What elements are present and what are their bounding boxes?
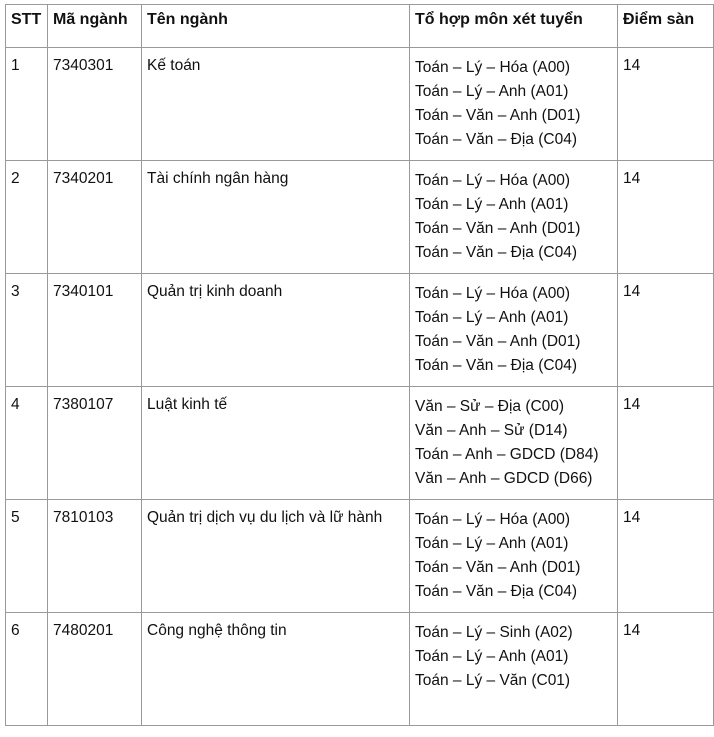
table-row: [6, 500, 714, 613]
table-row: [6, 387, 714, 500]
header-name: Tên ngành: [142, 5, 410, 48]
min-score: 14: [623, 509, 641, 526]
cell-code: [48, 387, 142, 500]
major-code: 7340201: [53, 170, 114, 187]
subject-combo: Toán – Văn – Địa (C04): [415, 357, 577, 374]
major-name: Quản trị dịch vụ du lịch và lữ hành: [147, 509, 383, 526]
major-code: 7340101: [53, 283, 114, 300]
header-code: Mã ngành: [48, 5, 142, 48]
stt-value: 6: [11, 622, 20, 639]
subject-combo: Toán – Lý – Anh (A01): [415, 309, 569, 326]
header-min-score: Điểm sàn: [618, 5, 714, 48]
cell-name: [142, 387, 410, 500]
stt-value: 5: [11, 509, 20, 526]
cell-combos: [410, 387, 618, 500]
min-score: 14: [623, 283, 641, 300]
cell-code: [48, 613, 142, 726]
subject-combo: Văn – Anh – GDCD (D66): [415, 470, 593, 487]
cell-code: [48, 161, 142, 274]
major-code: 7810103: [53, 509, 114, 526]
min-score: 14: [623, 622, 641, 639]
header-stt: STT: [6, 5, 48, 48]
cell-min-score: [618, 48, 714, 161]
subject-combo: Toán – Lý – Hóa (A00): [415, 172, 571, 189]
table-row: [6, 274, 714, 387]
header-combos: Tổ hợp môn xét tuyển: [410, 5, 618, 48]
subject-combo: Toán – Lý – Hóa (A00): [415, 511, 571, 528]
cell-stt: [6, 48, 48, 161]
table-body: [6, 48, 714, 726]
cell-name: [142, 613, 410, 726]
subject-combo: Toán – Văn – Anh (D01): [415, 333, 581, 350]
subject-combo: Toán – Văn – Địa (C04): [415, 244, 577, 261]
cell-min-score: [618, 387, 714, 500]
cell-code: [48, 500, 142, 613]
cell-combos: [410, 274, 618, 387]
cell-min-score: [618, 274, 714, 387]
min-score: 14: [623, 170, 641, 187]
major-name: Quản trị kinh doanh: [147, 283, 283, 300]
cell-stt: [6, 387, 48, 500]
subject-combo: Toán – Lý – Văn (C01): [415, 672, 571, 689]
subject-combo: Toán – Anh – GDCD (D84): [415, 446, 599, 463]
subject-combo: Toán – Văn – Địa (C04): [415, 131, 577, 148]
cell-name: [142, 161, 410, 274]
subject-combo: Toán – Văn – Anh (D01): [415, 107, 581, 124]
table-row: [6, 161, 714, 274]
subject-combo: Toán – Văn – Anh (D01): [415, 559, 581, 576]
subject-combo: Toán – Lý – Anh (A01): [415, 196, 569, 213]
subject-combo: Toán – Lý – Hóa (A00): [415, 285, 571, 302]
subject-combo: Toán – Lý – Anh (A01): [415, 83, 569, 100]
major-name: Luật kinh tế: [147, 396, 228, 413]
cell-stt: [6, 274, 48, 387]
table-row: [6, 613, 714, 726]
major-name: Kế toán: [147, 57, 201, 74]
cell-min-score: [618, 161, 714, 274]
major-code: 7380107: [53, 396, 114, 413]
table-header-row: [6, 5, 714, 48]
subject-combo: Toán – Văn – Anh (D01): [415, 220, 581, 237]
cell-combos: [410, 161, 618, 274]
min-score: 14: [623, 57, 641, 74]
cell-combos: [410, 48, 618, 161]
major-name: Công nghệ thông tin: [147, 622, 287, 639]
stt-value: 1: [11, 57, 20, 74]
subject-combo: Toán – Lý – Anh (A01): [415, 648, 569, 665]
cell-name: [142, 48, 410, 161]
subject-combo: Văn – Sử – Địa (C00): [415, 398, 565, 415]
stt-value: 4: [11, 396, 20, 413]
table-row: [6, 48, 714, 161]
min-score: 14: [623, 396, 641, 413]
cell-code: [48, 48, 142, 161]
major-code: 7480201: [53, 622, 114, 639]
major-name: Tài chính ngân hàng: [147, 170, 289, 187]
admission-table: [5, 4, 714, 726]
subject-combo: Toán – Lý – Hóa (A00): [415, 59, 571, 76]
stt-value: 3: [11, 283, 20, 300]
cell-code: [48, 274, 142, 387]
cell-combos: [410, 613, 618, 726]
subject-combo: Văn – Anh – Sử (D14): [415, 422, 568, 439]
subject-combo: Toán – Lý – Anh (A01): [415, 535, 569, 552]
stt-value: 2: [11, 170, 20, 187]
cell-stt: [6, 613, 48, 726]
cell-min-score: [618, 613, 714, 726]
cell-stt: [6, 500, 48, 613]
cell-combos: [410, 500, 618, 613]
subject-combo: Toán – Lý – Sinh (A02): [415, 624, 573, 641]
cell-min-score: [618, 500, 714, 613]
major-code: 7340301: [53, 57, 114, 74]
cell-stt: [6, 161, 48, 274]
subject-combo: Toán – Văn – Địa (C04): [415, 583, 577, 600]
cell-name: [142, 274, 410, 387]
cell-name: [142, 500, 410, 613]
